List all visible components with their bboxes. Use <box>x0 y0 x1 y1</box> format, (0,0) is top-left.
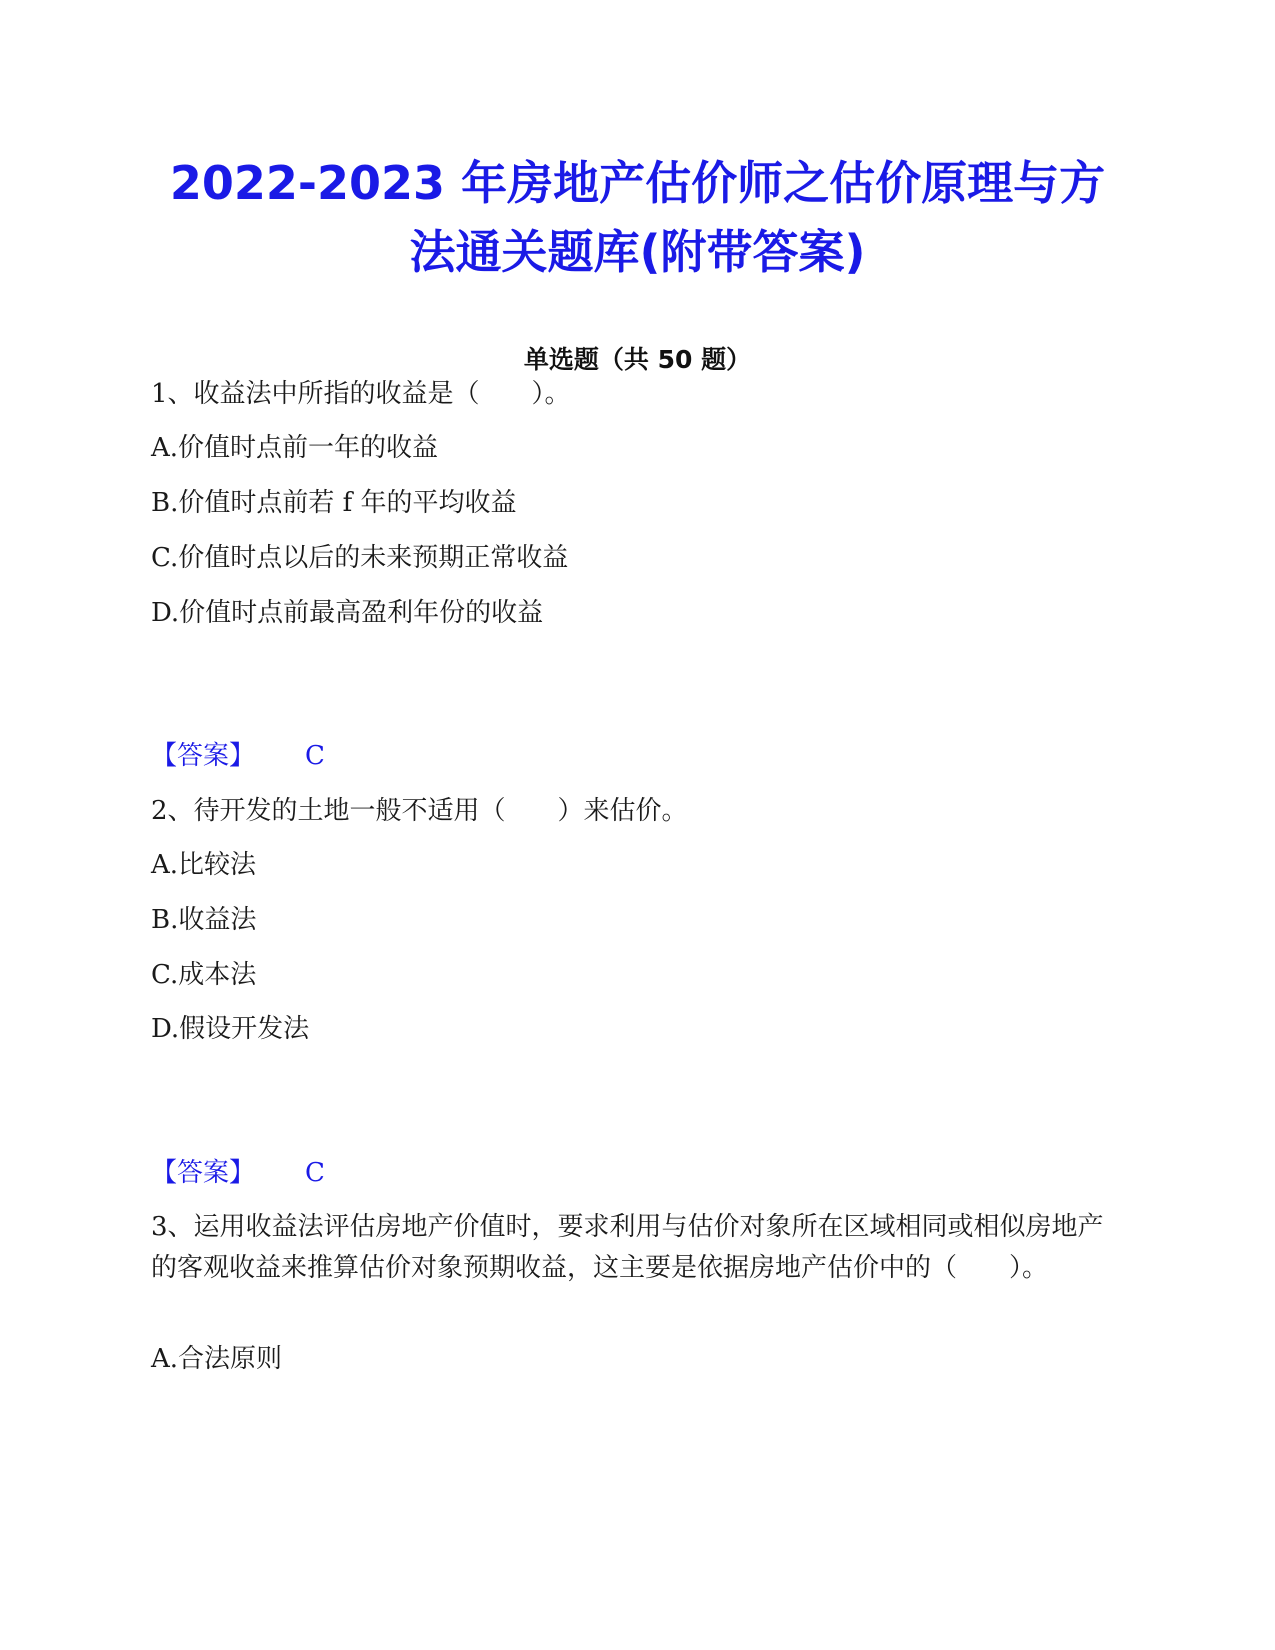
question-1-option-d: D.价值时点前最高盈利年份的收益 <box>151 598 544 628</box>
question-2-option-d: D.假设开发法 <box>151 1014 310 1044</box>
question-2-option-a: A.比较法 <box>151 850 257 880</box>
question-1-option-c: C.价值时点以后的未来预期正常收益 <box>151 543 569 573</box>
question-3-stem: 3、运用收益法评估房地产价值时，要求利用与估价对象所在区域相同或相似房地产的客观收益来推算估价对象预期收益，这主要是依据房地产估价中的（ ）。 <box>151 1212 1104 1283</box>
document-title-line-2: 法通关题库(附带答案) <box>409 225 866 279</box>
question-2-answer <box>151 1160 325 1186</box>
question-1-option-b: B.价值时点前若 f 年的平均收益 <box>151 488 517 518</box>
answer-value: C <box>305 1158 325 1188</box>
question-1-answer <box>151 743 325 769</box>
question-1-option-a: A.价值时点前一年的收益 <box>151 433 439 463</box>
answer-label: 【答案】 <box>151 741 256 771</box>
section-heading: 单选题（共 50 题） <box>523 345 752 374</box>
question-3-option-a: A.合法原则 <box>151 1344 283 1374</box>
answer-value: C <box>305 741 325 771</box>
document-title-line-1: 2022-2023 年房地产估价师之估价原理与方 <box>169 156 1106 210</box>
question-2-option-b: B.收益法 <box>151 905 257 935</box>
answer-label: 【答案】 <box>151 1158 256 1188</box>
question-1-stem: 1、收益法中所指的收益是（ ）。 <box>151 379 571 409</box>
question-2-stem: 2、待开发的土地一般不适用（ ）来估价。 <box>151 796 688 826</box>
question-2-option-c: C.成本法 <box>151 960 257 990</box>
